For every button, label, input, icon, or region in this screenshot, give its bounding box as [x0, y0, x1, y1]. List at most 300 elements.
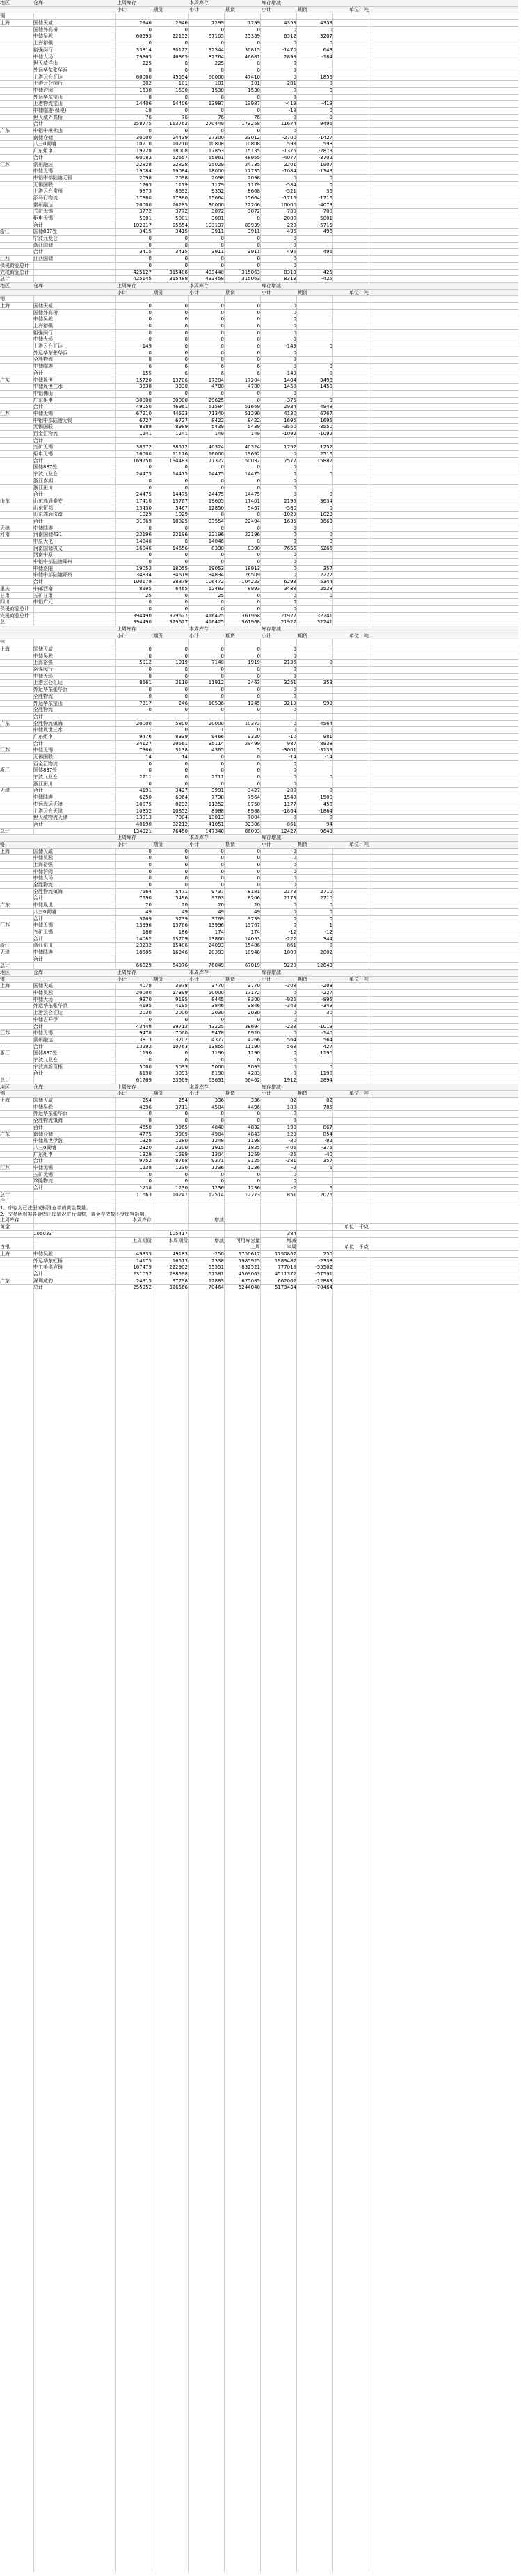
curr-futures-cell: 23012	[244, 134, 260, 140]
curr-total-cell: 24093	[208, 943, 224, 949]
curr-total-cell: 0	[221, 1178, 224, 1184]
prev-futures-cell: 0	[184, 1111, 188, 1117]
change-total-cell: 0	[293, 114, 296, 120]
prev-total-cell: 8661	[139, 680, 152, 686]
prev-futures-cell: 3330	[175, 384, 188, 390]
sheet-row	[0, 1217, 518, 1224]
sheet-row	[0, 808, 518, 815]
curr-total-cell: 49	[218, 908, 224, 915]
sheet-row	[0, 155, 518, 162]
change-total-cell: -419	[285, 101, 296, 107]
warehouse-cell: 山东高通泰安	[33, 498, 63, 504]
region-cell: 地区	[0, 282, 10, 288]
prev-total-cell: 10852	[136, 808, 152, 814]
region-cell: 天津	[0, 788, 10, 794]
curr-futures-cell: 675085	[241, 1278, 260, 1284]
curr-futures-cell: 0	[257, 329, 260, 336]
sheet-row	[0, 1010, 518, 1017]
prev-total-cell: 33814	[136, 47, 152, 53]
curr-total-cell: 0	[221, 754, 224, 760]
change-total-cell: 1808	[284, 949, 296, 955]
curr-total-cell: 9352	[211, 188, 224, 195]
curr-futures-cell: 0	[257, 774, 260, 781]
region-cell: 总计	[0, 1191, 10, 1198]
change-futures-cell: -349	[321, 1003, 332, 1009]
warehouse-cell: 浙江田川	[33, 943, 53, 949]
prev-total-cell: 0	[148, 559, 152, 565]
sheet-row	[0, 1258, 518, 1265]
prev-total-cell: 5012	[139, 660, 152, 666]
change-total-cell: 本周	[287, 1244, 296, 1250]
change-total-cell: 12427	[280, 828, 296, 834]
curr-futures-cell: 173258	[241, 121, 260, 127]
curr-futures-cell: 11190	[244, 1043, 260, 1050]
warehouse-cell: 中储陆港	[33, 525, 53, 531]
region-cell: 保税商品总计	[0, 262, 29, 268]
sheet-row	[0, 95, 518, 101]
warehouse-cell: 合计	[33, 437, 43, 443]
change-total-cell: 0	[293, 720, 296, 726]
curr-total-cell: 0	[221, 1171, 224, 1177]
curr-futures-cell: 3072	[248, 209, 260, 215]
change-total-cell: 0	[293, 868, 296, 874]
curr-total-cell: 0	[221, 67, 224, 73]
change-total-cell: 0	[293, 357, 296, 363]
sheet-row	[0, 256, 518, 263]
sheet-row	[0, 350, 518, 357]
change-total-cell: 8313	[284, 269, 296, 275]
curr-total-cell: 8988	[211, 808, 224, 814]
prev-futures-cell: 38572	[172, 444, 188, 450]
curr-futures-cell: 0	[257, 350, 260, 356]
curr-total-cell: 13996	[208, 922, 224, 929]
warehouse-cell: 无锡国联	[33, 424, 53, 430]
sheet-row	[0, 519, 518, 525]
prev-futures-cell: 0	[184, 552, 188, 558]
warehouse-cell: 上海裕强	[33, 660, 53, 666]
prev-total-cell: 13996	[136, 922, 152, 929]
change-futures-cell: -3702	[318, 154, 332, 161]
change-total-cell: 3219	[284, 700, 296, 706]
region-cell: 甘肃	[0, 592, 10, 598]
prev-futures-cell: 期货	[153, 1091, 163, 1097]
curr-futures-cell: 0	[257, 108, 260, 113]
prev-total-cell: 15720	[136, 377, 152, 383]
curr-futures-cell: 7004	[248, 815, 260, 821]
warehouse-cell: 国储837处	[33, 464, 58, 471]
sheet-row	[0, 202, 518, 209]
sheet-row	[0, 862, 518, 869]
prev-futures-cell: 76450	[172, 828, 188, 834]
prev-futures-cell: 0	[184, 1057, 188, 1063]
region-cell: 1、库存为已注册成标准仓单的黄金数量。	[0, 1205, 91, 1212]
warehouse-cell: 国储天威	[33, 646, 53, 652]
prev-total-cell: 0	[148, 67, 152, 73]
sheet-row	[0, 916, 518, 923]
sheet-row	[0, 182, 518, 189]
sheet-row	[0, 270, 518, 277]
sheet-row	[0, 67, 518, 74]
change-futures-cell: 1190	[320, 1050, 332, 1057]
prev-futures-cell: 0	[184, 727, 188, 733]
prev-futures-cell: 0	[184, 128, 188, 134]
sheet-row	[0, 660, 518, 667]
curr-futures-cell: 期货	[225, 289, 235, 295]
prev-futures-cell: 0	[184, 336, 188, 343]
prev-futures-cell: 0	[184, 781, 188, 787]
curr-total-cell: 小计	[189, 6, 199, 13]
curr-futures-cell: 13987	[244, 101, 260, 107]
change-total-cell: 82	[290, 1098, 296, 1104]
prev-total-cell: 19228	[136, 148, 152, 154]
change-total-cell: -149	[285, 370, 296, 376]
prev-total-cell: 425127	[133, 269, 152, 275]
prev-futures-cell: 134483	[169, 457, 188, 464]
prev-futures-cell: 30122	[172, 47, 188, 53]
change-futures-cell: 357	[323, 565, 332, 571]
sheet-row	[0, 1285, 518, 1291]
curr-total-cell: 0	[221, 599, 224, 605]
curr-total-cell: 55551	[208, 1264, 224, 1271]
sheet-row	[0, 613, 518, 620]
sheet-row	[0, 303, 518, 310]
curr-total-cell: 3991	[211, 788, 224, 794]
prev-futures-cell: 101	[178, 81, 188, 87]
sheet-row	[0, 875, 518, 882]
curr-futures-cell: 5439	[248, 424, 260, 430]
change-futures-cell: 0	[329, 364, 332, 370]
region-cell: 完税商品总计	[0, 269, 29, 275]
curr-total-cell: 32344	[208, 47, 224, 53]
change-total-cell: 0	[293, 882, 296, 888]
sheet-row	[0, 701, 518, 708]
change-futures-cell: 0	[329, 774, 332, 781]
curr-futures-cell: 0	[257, 693, 260, 699]
prev-futures-cell: 34619	[172, 572, 188, 578]
sheet-row	[0, 761, 518, 768]
prev-total-cell: 上周库存	[117, 282, 136, 288]
prev-futures-cell: 0	[184, 309, 188, 316]
change-total-cell: 库存增减	[262, 835, 281, 841]
prev-futures-cell: 期货	[153, 6, 163, 13]
curr-futures-cell: 0	[257, 343, 260, 350]
warehouse-cell: 中远海运天津	[33, 801, 63, 807]
change-total-cell: 8313	[284, 276, 296, 282]
change-total-cell: 小计	[262, 976, 271, 982]
curr-total-cell: 25029	[208, 161, 224, 168]
warehouse-cell: 合计	[33, 404, 43, 410]
unit-cell: 单位：吨	[349, 289, 369, 295]
sheet-row	[0, 626, 518, 633]
warehouse-cell: 南储仓储	[33, 134, 53, 140]
change-total-cell: 21927	[280, 619, 296, 626]
prev-total-cell: 0	[148, 875, 152, 881]
sheet-row	[0, 902, 518, 909]
prev-total-cell: 0	[148, 1016, 152, 1022]
sheet-row	[0, 815, 518, 822]
warehouse-cell: 合计	[33, 579, 43, 585]
warehouse-cell: 宁波九龙仓	[33, 1057, 58, 1063]
sheet-row	[0, 222, 518, 229]
curr-futures-cell: 1236	[248, 1164, 260, 1171]
warehouse-cell: 中铝广元	[33, 599, 53, 605]
prev-futures-cell: 54376	[172, 963, 188, 969]
prev-futures-cell: 0	[184, 1016, 188, 1022]
curr-futures-cell: 0	[257, 727, 260, 733]
change-total-cell: -1029	[282, 512, 296, 518]
warehouse-cell: 广东炬申	[33, 733, 53, 740]
warehouse-cell: 外运华东宝山	[33, 94, 63, 100]
warehouse-cell: 中储中部陆港郑州	[33, 572, 72, 578]
sheet-row	[0, 195, 518, 202]
curr-futures-cell: 1179	[248, 181, 260, 188]
change-total-cell: 129	[287, 1131, 296, 1137]
sheet-row	[0, 1044, 518, 1051]
prev-total-cell: 155	[142, 370, 152, 376]
change-futures-cell: -12	[324, 929, 332, 935]
region-cell: 江西	[0, 256, 10, 262]
sheet-row	[0, 364, 518, 370]
prev-futures-cell: 105417	[169, 1230, 188, 1237]
prev-total-cell: 0	[148, 242, 152, 248]
change-futures-cell: -2873	[318, 148, 332, 154]
change-futures-cell: -57591	[315, 1271, 332, 1277]
warehouse-cell: 中储陆港	[33, 794, 53, 801]
curr-futures-cell: 2098	[248, 174, 260, 181]
curr-futures-cell: 5	[257, 747, 260, 753]
curr-total-cell: 0	[221, 1057, 224, 1063]
prev-futures-cell: 288598	[169, 1271, 188, 1277]
prev-futures-cell: 0	[184, 599, 188, 605]
change-futures-cell: -419	[321, 101, 332, 107]
sheet-row	[0, 1198, 518, 1205]
change-total-cell: 9220	[284, 963, 296, 969]
curr-total-cell: 0	[221, 707, 224, 713]
change-total-cell: -25	[288, 1151, 296, 1157]
prev-futures-cell: 8768	[175, 1158, 188, 1164]
change-futures-cell: 981	[323, 733, 332, 740]
curr-total-cell: 13013	[208, 815, 224, 821]
curr-futures-cell: 14475	[244, 471, 260, 478]
sheet-row	[0, 1224, 518, 1231]
curr-futures-cell: 51669	[244, 404, 260, 410]
prev-futures-cell: 8339	[175, 733, 188, 740]
change-total-cell: 496	[287, 229, 296, 235]
warehouse-cell: 浙江国储	[33, 242, 53, 248]
curr-total-cell: 0	[221, 256, 224, 262]
prev-futures-cell: 3415	[175, 249, 188, 255]
prev-futures-cell: 0	[184, 875, 188, 881]
sheet-row	[0, 586, 518, 593]
sheet-row	[0, 943, 518, 949]
curr-futures-cell: 0	[257, 1118, 260, 1124]
change-total-cell: 564	[287, 1036, 296, 1043]
prev-futures-cell: 5467	[175, 505, 188, 511]
curr-futures-cell: 49	[254, 908, 260, 915]
curr-futures-cell: 3911	[248, 229, 260, 235]
curr-total-cell: 4377	[211, 1036, 224, 1043]
region-cell: 广东	[0, 377, 10, 383]
curr-futures-cell: 0	[257, 1057, 260, 1063]
region-cell: 天津	[0, 525, 10, 531]
sheet-row	[0, 1205, 518, 1212]
curr-futures-cell: 3846	[248, 1003, 260, 1009]
change-total-cell: -521	[285, 188, 296, 195]
prev-total-cell: 3772	[139, 209, 152, 215]
sheet-row	[0, 283, 518, 290]
warehouse-cell: 全胜物流	[33, 882, 53, 888]
prev-total-cell: 0	[148, 1178, 152, 1184]
prev-futures-cell: 32212	[172, 821, 188, 827]
sheet-row	[0, 175, 518, 182]
change-total-cell: 0	[293, 309, 296, 316]
curr-total-cell: 0	[221, 605, 224, 612]
region-cell: 镍	[0, 976, 5, 982]
curr-futures-cell: 0	[257, 539, 260, 544]
prev-futures-cell: 3978	[175, 983, 188, 989]
curr-futures-cell: 12273	[244, 1191, 260, 1198]
curr-total-cell: 0	[221, 875, 224, 881]
change-total-cell: 598	[287, 141, 296, 147]
prev-total-cell: 0	[148, 552, 152, 558]
warehouse-cell: 中储晟世三水	[33, 384, 63, 390]
curr-futures-cell: 期货	[225, 841, 235, 847]
sheet-row	[0, 1264, 518, 1271]
curr-total-cell: 0	[221, 26, 224, 33]
prev-futures-cell: 0	[184, 767, 188, 774]
change-futures-cell: -1864	[318, 808, 332, 814]
change-futures-cell: 32241	[316, 619, 332, 626]
change-total-cell: -3001	[282, 747, 296, 753]
curr-futures-cell: 0	[257, 646, 260, 652]
change-total-cell: 0	[293, 572, 296, 578]
sheet-row	[0, 680, 518, 687]
change-total-cell: 0	[293, 605, 296, 612]
prev-total-cell: 79865	[136, 54, 152, 60]
change-total-cell: 0	[293, 908, 296, 915]
curr-futures-cell: 1236	[248, 1185, 260, 1191]
prev-total-cell: 3330	[139, 384, 152, 390]
region-cell: 总计	[0, 1077, 10, 1083]
change-total-cell: 662062	[278, 1278, 296, 1284]
warehouse-cell: 中储吴淞	[33, 316, 53, 323]
prev-futures-cell: 1029	[175, 512, 188, 518]
curr-futures-cell: 24735	[244, 161, 260, 168]
curr-futures-cell: 0	[257, 707, 260, 713]
change-total-cell: 6293	[284, 579, 296, 585]
sheet-row	[0, 639, 518, 646]
change-futures-cell: -3550	[318, 424, 332, 430]
change-futures-cell: -5715	[318, 222, 332, 228]
sheet-row	[0, 1077, 518, 1084]
prev-futures-cell: 16513	[172, 1257, 188, 1264]
prev-futures-cell: 13767	[172, 498, 188, 504]
change-futures-cell: 0	[329, 181, 332, 188]
sheet-row	[0, 162, 518, 169]
prev-total-cell: 0	[148, 1118, 152, 1124]
warehouse-cell: 五矿甘肃	[33, 592, 53, 598]
warehouse-cell: 中储陆港	[33, 949, 53, 955]
warehouse-cell: 河南国储巩义	[33, 545, 63, 551]
curr-futures-cell: 104223	[241, 579, 260, 585]
curr-futures-cell: 0	[257, 464, 260, 471]
prev-total-cell: 0	[148, 868, 152, 874]
sheet-row	[0, 727, 518, 734]
change-total-cell: 库存增减	[262, 970, 281, 975]
prev-futures-cell: 14406	[172, 101, 188, 107]
prev-futures-cell: 0	[184, 484, 188, 491]
region-cell: 重庆	[0, 585, 10, 592]
change-total-cell: -201	[285, 81, 296, 87]
curr-total-cell: 25	[218, 592, 224, 598]
sheet-row	[0, 559, 518, 566]
region-cell: 地区	[0, 0, 10, 6]
prev-futures-cell: 6	[184, 370, 188, 376]
curr-total-cell: 0	[221, 484, 224, 491]
prev-total-cell: 11663	[136, 1191, 152, 1198]
change-total-cell: 851	[287, 1191, 296, 1198]
sheet-row	[0, 1050, 518, 1057]
change-total-cell: 小计	[262, 633, 271, 639]
sheet-row	[0, 1138, 518, 1145]
change-futures-cell: 32241	[316, 612, 332, 619]
curr-total-cell: 149	[214, 431, 224, 437]
curr-total-cell: 24475	[208, 491, 224, 498]
curr-futures-cell: 0	[257, 667, 260, 673]
curr-futures-cell: 1750617	[238, 1250, 260, 1257]
curr-futures-cell: 0	[257, 1016, 260, 1022]
curr-total-cell: 7798	[211, 794, 224, 801]
change-futures-cell: 0	[329, 1063, 332, 1070]
change-total-cell: -1864	[282, 808, 296, 814]
change-futures-cell: 82	[326, 1098, 332, 1104]
prev-total-cell: 9873	[139, 188, 152, 195]
warehouse-cell: 世天威洋山	[33, 60, 58, 67]
change-futures-cell: -5001	[318, 215, 332, 221]
warehouse-cell: 上港云仓汇达	[33, 74, 63, 80]
prev-futures-cell: 3772	[175, 209, 188, 215]
curr-total-cell: 0	[221, 552, 224, 558]
warehouse-cell: 中储晟世	[33, 902, 53, 908]
prev-total-cell: 小计	[117, 1091, 127, 1097]
prev-futures-cell: 18055	[172, 565, 188, 571]
sheet-row	[0, 1145, 518, 1152]
prev-total-cell: 0	[148, 673, 152, 679]
change-total-cell: 0	[293, 653, 296, 659]
change-total-cell: 0	[293, 532, 296, 538]
sheet-row	[0, 431, 518, 438]
prev-futures-cell: 0	[184, 855, 188, 861]
prev-futures-cell: 222902	[169, 1264, 188, 1271]
region-cell: 上海	[0, 1250, 10, 1257]
sheet-row	[0, 929, 518, 936]
curr-futures-cell: 1245	[248, 700, 260, 706]
sheet-row	[0, 330, 518, 337]
curr-futures-cell: 1530	[248, 87, 260, 93]
region-cell: 锡	[0, 1091, 5, 1097]
sheet-row	[0, 646, 518, 653]
prev-total-cell: 9370	[139, 996, 152, 1002]
prev-futures-cell: 49	[182, 908, 188, 915]
curr-total-cell: 0	[221, 309, 224, 316]
warehouse-cell: 添马行物流	[33, 195, 58, 201]
change-total-cell: -223	[285, 1023, 296, 1029]
change-total-cell: 777018	[278, 1264, 296, 1271]
change-total-cell: 0	[293, 667, 296, 673]
region-cell: 山东	[0, 498, 10, 504]
prev-futures-cell: 20	[182, 902, 188, 908]
change-total-cell: 0	[293, 1118, 296, 1124]
